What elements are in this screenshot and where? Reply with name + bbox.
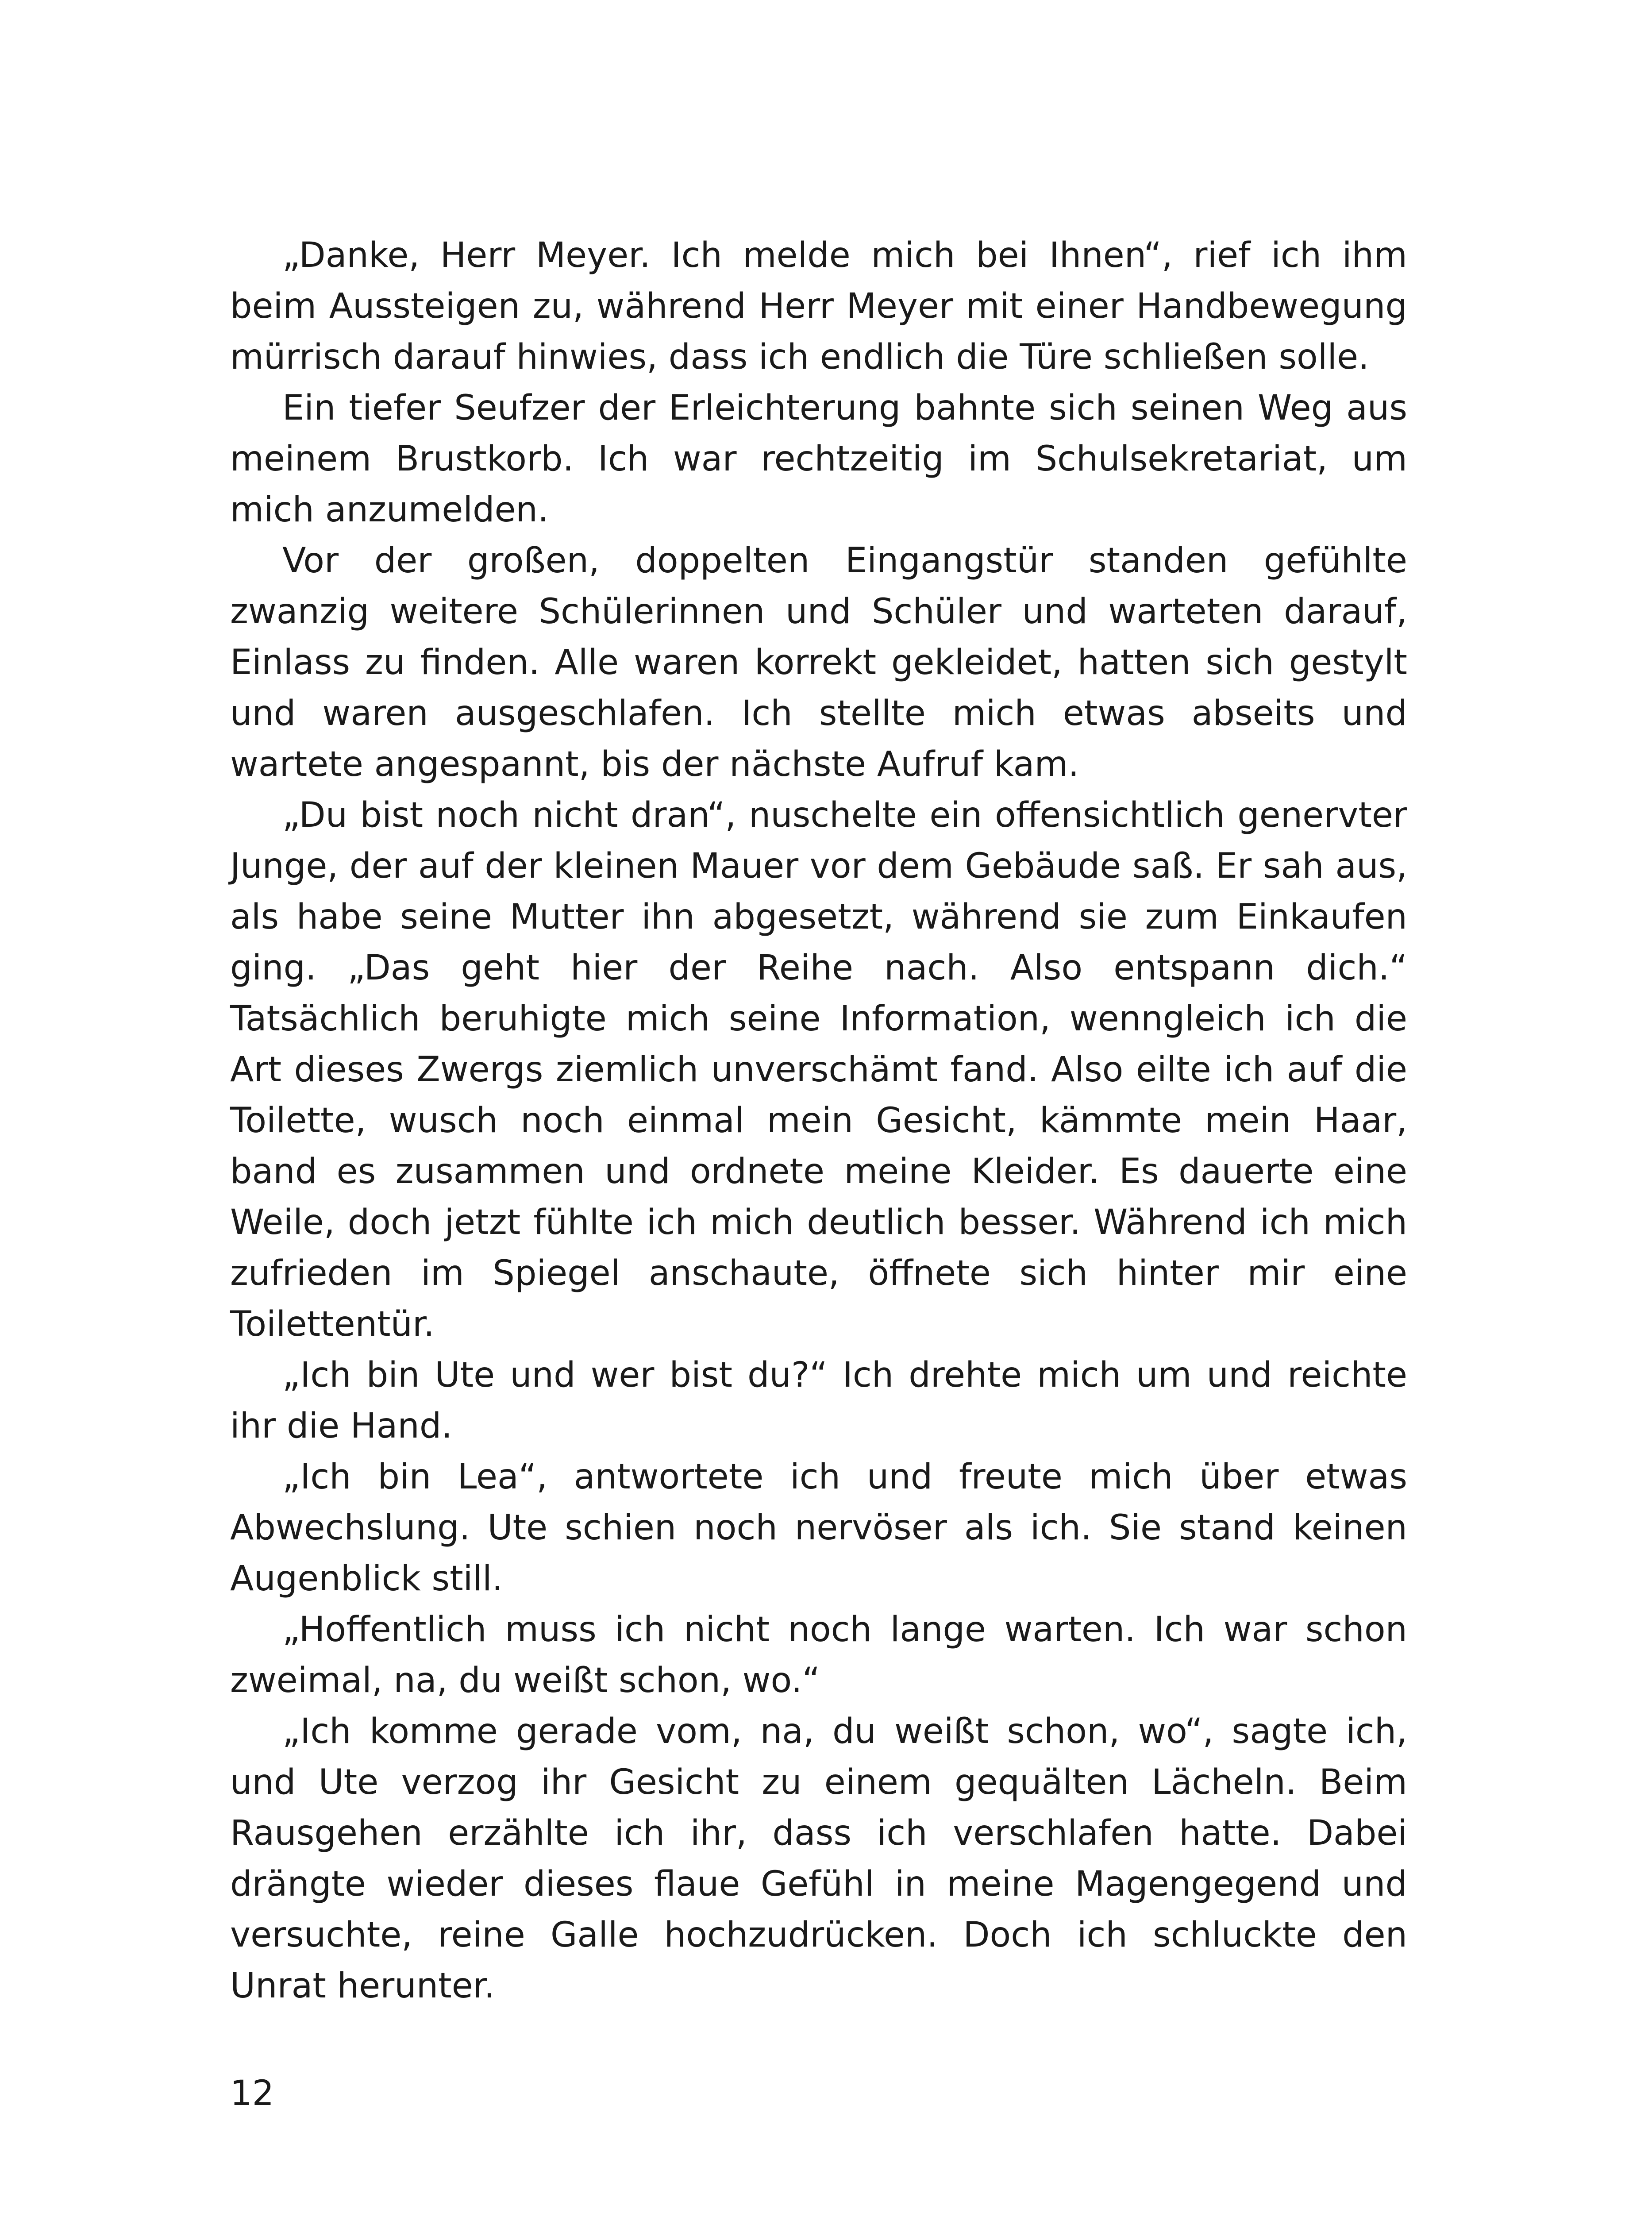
- paragraph-3: Vor der großen, doppelten Eingangstür standen gefühlte zwanzig weitere Schülerinnen und Schüler und warteten darauf, Einlass zu finden. Alle waren korrekt gekleidet, hatten sich gestylt und waren ausgeschlafen. Ich stellte mich etwas abseits und wartete angespannt, bis der nächste Aufruf kam.: [230, 541, 1407, 784]
- body-text: [230, 230, 1407, 2012]
- paragraph-8: „Ich komme gerade vom, na, du weißt schon, wo“, sagte ich, und Ute verzog ihr Gesicht zu einem gequälten Lächeln. Beim Rausgehen erzählte ich ihr, dass ich verschlafen hatte. Dabei drängte wieder dieses flaue Gefühl in meine Magengegend und versuchte, reine Galle hochzudrücken. Doch ich schluckte den Unrat herunter.: [230, 1712, 1407, 2006]
- paragraph-6: „Ich bin Lea“, antwortete ich und freute mich über etwas Abwechslung. Ute schien noch nervöser als ich. Sie stand keinen Augenblick still.: [230, 1457, 1407, 1599]
- paragraph-4: „Du bist noch nicht dran“, nuschelte ein offensichtlich genervter Junge, der auf der kleinen Mauer vor dem Gebäude saß. Er sah aus, als habe seine Mutter ihn abgesetzt, während sie zum Einkaufen ging. „Das geht hier der Reihe nach. Also entspann dich.“ Tatsächlich beruhigte mich seine Information, wenngleich ich die Art dieses Zwergs ziemlich unverschämt fand. Also eilte ich auf die Toilette, wusch noch einmal mein Gesicht, kämmte mein Haar, band es zusammen und ordnete meine Kleider. Es dauerte eine Weile, doch jetzt fühlte ich mich deutlich besser. Während ich mich zufrieden im Spiegel anschaute, öffnete sich hinter mir eine Toilettentür.: [230, 795, 1407, 1344]
- paragraph-2: Ein tiefer Seufzer der Erleichterung bahnte sich seinen Weg aus meinem Brustkorb. Ich war rechtzeitig im Schulsekretariat, um mich anzumelden.: [230, 388, 1407, 530]
- paragraph-1: „Danke, Herr Meyer. Ich melde mich bei Ihnen“, rief ich ihm beim Aussteigen zu, während Herr Meyer mit einer Handbewegung mürrisch darauf hinwies, dass ich endlich die Türe schließen solle.: [230, 235, 1407, 377]
- paragraph-7: „Hoffentlich muss ich nicht noch lange warten. Ich war schon zweimal, na, du weißt schon, wo.“: [230, 1610, 1407, 1700]
- paragraph-5: „Ich bin Ute und wer bist du?“ Ich drehte mich um und reichte ihr die Hand.: [230, 1355, 1407, 1446]
- page-number: 12: [230, 2074, 274, 2113]
